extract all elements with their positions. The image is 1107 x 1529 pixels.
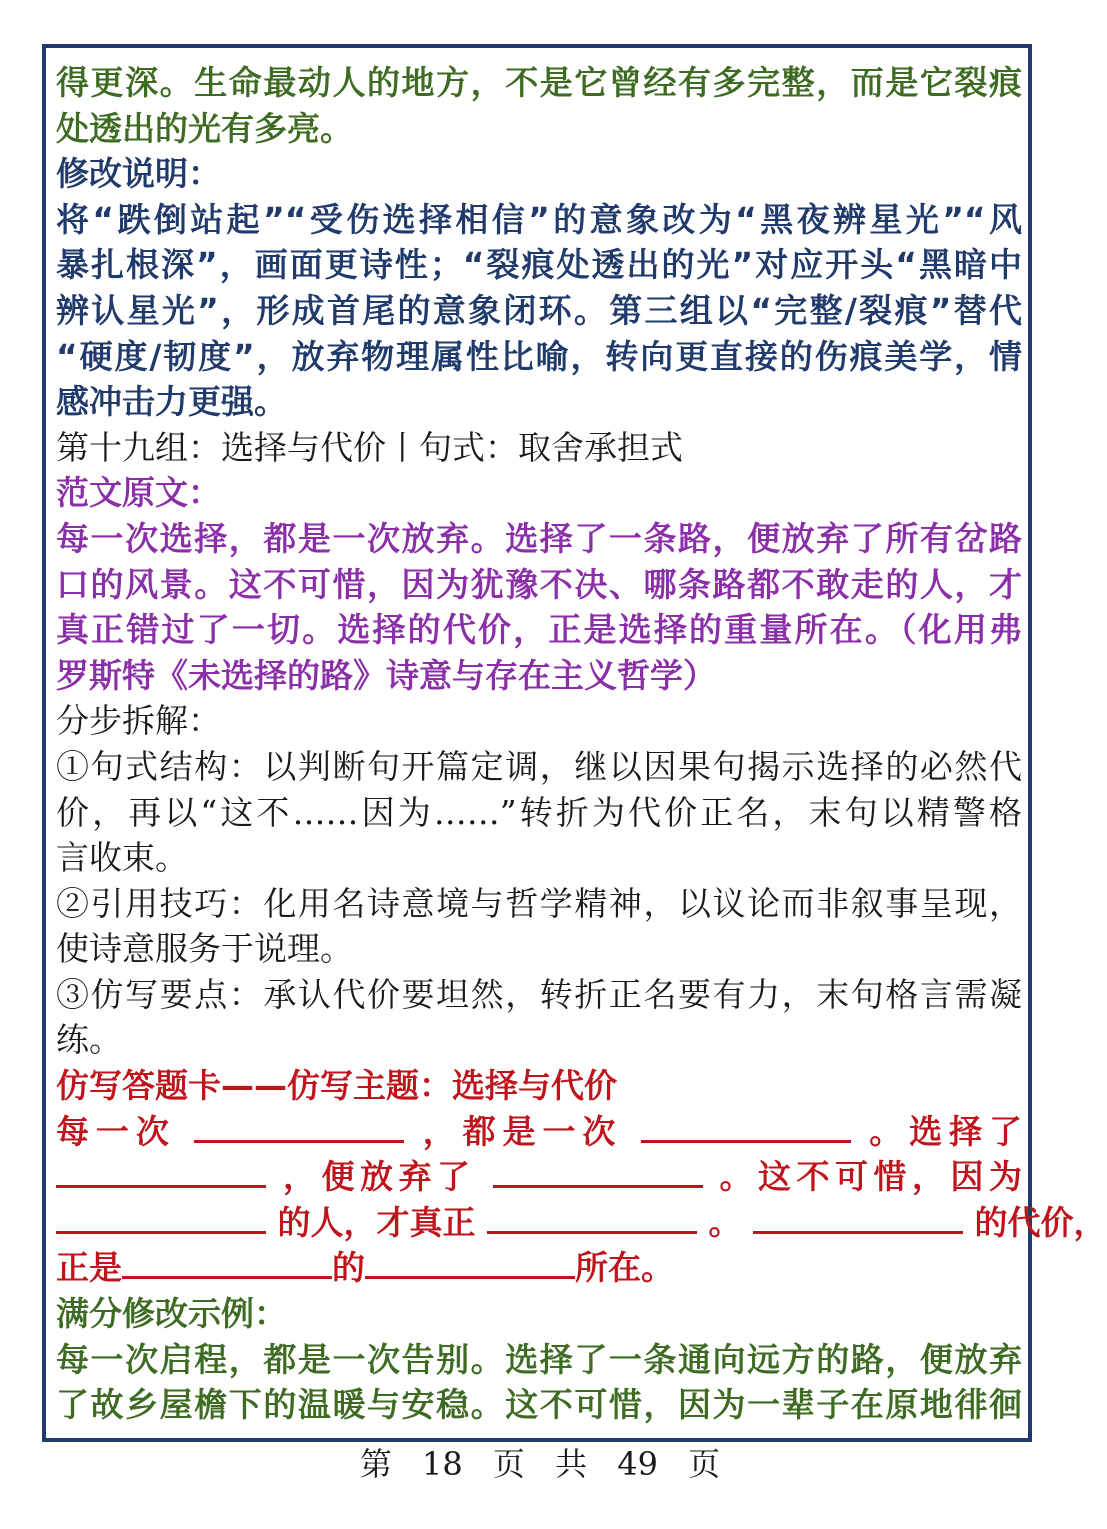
- fill-in-blank[interactable]: [493, 1155, 703, 1188]
- footer-label: 共: [555, 1445, 588, 1483]
- fill-in-blank[interactable]: [487, 1201, 697, 1234]
- card-text: 。选择了: [869, 1111, 1023, 1151]
- group-title: 第十九组：选择与代价丨句式：取舍承担式: [56, 427, 683, 467]
- footer-label: 第: [359, 1445, 392, 1483]
- card-text: 的: [332, 1248, 365, 1288]
- breakdown-line: 练。: [56, 1020, 122, 1060]
- example-text-line: 得更深。生命最动人的地方，不是它曾经有多完整，而是它裂痕: [56, 63, 1022, 102]
- page-frame: [42, 44, 1107, 1442]
- footer-label: 页: [688, 1445, 721, 1483]
- footer-label: 页: [492, 1445, 525, 1483]
- page-number-footer: [0, 1442, 1080, 1486]
- answer-card-line: [56, 1154, 1022, 1200]
- card-text: 的人，才真正: [277, 1202, 476, 1242]
- answer-card-heading: 仿写答题卡——仿写主题：选择与代价: [56, 1066, 617, 1106]
- breakdown-heading: 分步拆解：: [56, 701, 221, 741]
- current-page-number: 18: [422, 1445, 463, 1483]
- card-text: 正是: [56, 1248, 122, 1288]
- fill-in-blank[interactable]: [365, 1246, 575, 1279]
- fill-in-blank[interactable]: [56, 1155, 266, 1188]
- total-page-number: 49: [617, 1445, 658, 1483]
- model-text-line: 每一次选择，都是一次放弃。选择了一条路，便放弃了所有岔路: [56, 518, 1022, 558]
- answer-card-line: [56, 1200, 1107, 1246]
- model-text-line: 罗斯特《未选择的路》诗意与存在主义哲学）: [56, 655, 716, 695]
- page-content: [56, 60, 1107, 1428]
- fill-in-blank[interactable]: [194, 1110, 404, 1143]
- fill-in-blank[interactable]: [753, 1201, 963, 1234]
- model-text-line: 口的风景。这不可惜，因为犹豫不决、哪条路都不敢走的人，才: [56, 564, 1022, 604]
- card-text: ，都是一次: [422, 1111, 623, 1151]
- revision-note-heading: 修改说明：: [56, 154, 221, 194]
- breakdown-line: ③仿写要点：承认代价要坦然，转折正名要有力，末句格言需凝: [56, 974, 1022, 1014]
- fill-in-blank[interactable]: [56, 1201, 266, 1234]
- breakdown-line: ②引用技巧：化用名诗意境与哲学精神，以议论而非叙事呈现，: [56, 883, 1022, 923]
- card-text: 。: [708, 1202, 742, 1242]
- answer-card-line: [56, 1109, 1022, 1155]
- card-text: ，便放弃了: [283, 1157, 476, 1197]
- revision-note-line: 感冲击力更强。: [56, 382, 287, 422]
- revision-note-line: 将“跌倒站起”“受伤选择相信”的意象改为“黑夜辨星光”“风: [56, 199, 1022, 239]
- fill-in-blank[interactable]: [122, 1246, 332, 1279]
- card-text: 每一次: [56, 1111, 176, 1151]
- card-text: 。这不可惜，因为: [719, 1157, 1022, 1197]
- full-score-heading: 满分修改示例：: [56, 1294, 287, 1334]
- model-text-line: 真正错过了一切。选择的代价，正是选择的重量所在。（化用弗: [56, 610, 1022, 650]
- revision-note-line: “硬度/韧度”，放弃物理属性比喻，转向更直接的伤痕美学，情: [56, 336, 1022, 376]
- breakdown-line: ①句式结构：以判断句开篇定调，继以因果句揭示选择的必然代: [56, 746, 1022, 786]
- revision-note-line: 辨认星光”，形成首尾的意象闭环。第三组以“完整/裂痕”替代: [56, 290, 1022, 330]
- card-text: 的代价，: [974, 1202, 1107, 1242]
- full-score-line: 每一次启程，都是一次告别。选择了一条通向远方的路，便放弃: [56, 1339, 1022, 1379]
- breakdown-line: 价，再以“这不……因为……”转折为代价正名，末句以精警格: [56, 792, 1022, 832]
- full-score-line: 了故乡屋檐下的温暖与安稳。这不可惜，因为一辈子在原地徘徊: [56, 1385, 1022, 1425]
- example-text-line: 处透出的光有多亮。: [56, 108, 353, 148]
- breakdown-line: 使诗意服务于说理。: [56, 929, 353, 969]
- card-text: 所在。: [575, 1248, 674, 1288]
- answer-card-line: [56, 1245, 1022, 1291]
- model-text-heading: 范文原文：: [56, 473, 221, 513]
- revision-note-line: 暴扎根深”，画面更诗性；“裂痕处透出的光”对应开头“黑暗中: [56, 245, 1022, 285]
- breakdown-line: 言收束。: [56, 838, 188, 878]
- fill-in-blank[interactable]: [641, 1110, 851, 1143]
